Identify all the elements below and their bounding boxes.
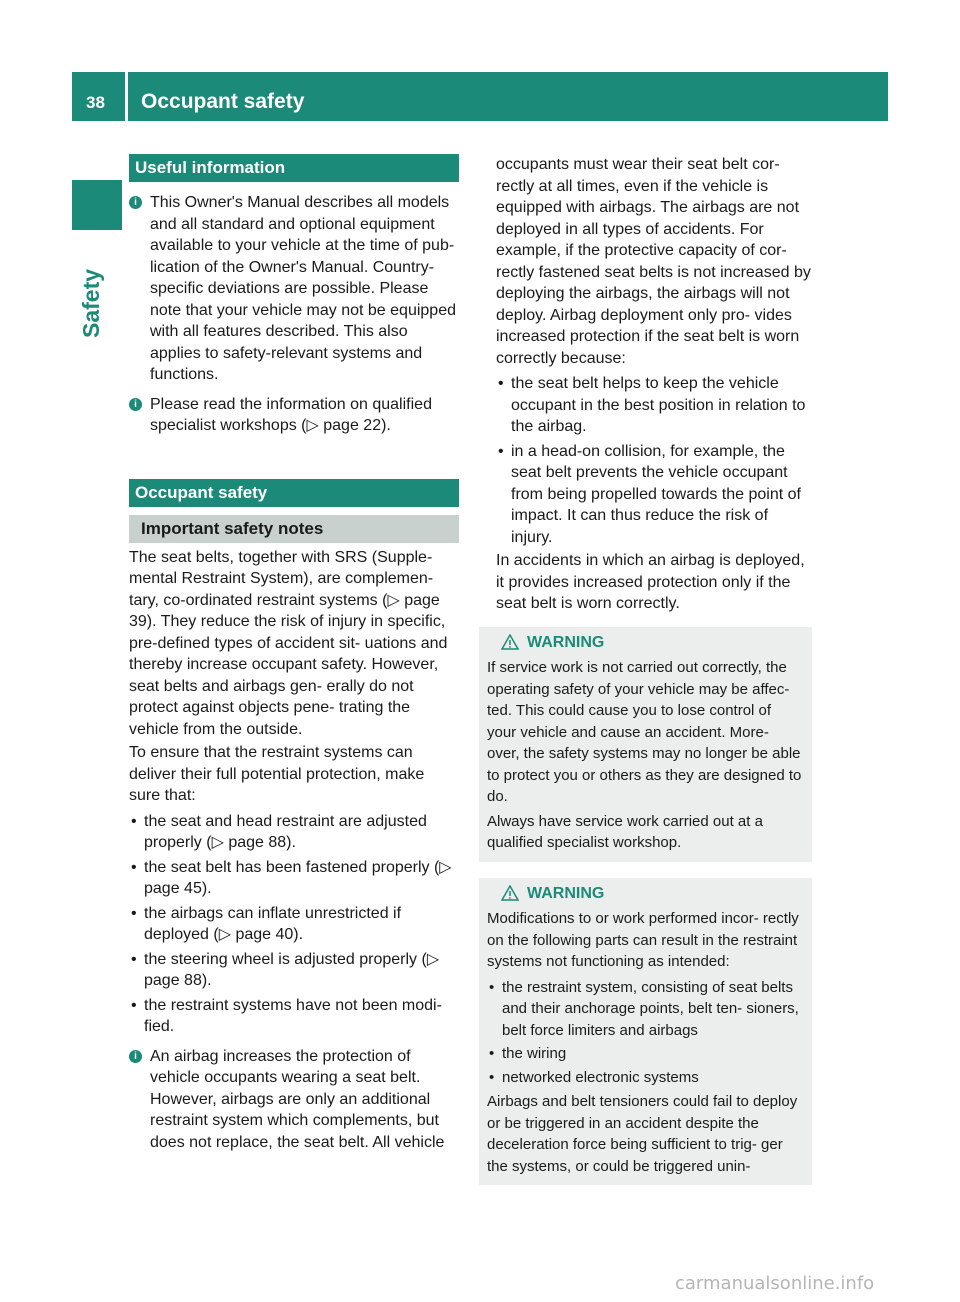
airbag-continuation-paragraph: occupants must wear their seat belt cor- rectly at all times, even if the vehicle is equipped with airbags. The airbags are not deployed in all types of accidents. For example, if the protective capacity of cor- rectly fastened seat belts is not increased by deploying the airbags, the airbags will not deploy. Airbag deployment only pro- vides increased protection if the seat belt is worn correctly because: (496, 156, 811, 367)
list-item: • in a head-on collision, for example, the seat belt prevents the vehicle occupant from being propelled towards the point of impact. It can thus reduce the risk of injury. (496, 441, 812, 549)
info-icon: i (129, 398, 142, 411)
watermark: carmanualsonline.info (675, 1273, 875, 1294)
important-safety-notes-heading: Important safety notes (129, 515, 459, 543)
page-number: 38 (86, 93, 105, 112)
warning-label: WARNING (527, 633, 605, 651)
warning-parts-list (487, 977, 804, 1089)
list-item: • the seat belt helps to keep the vehicle occupant in the best position in relation to the airbag. (496, 373, 812, 438)
side-tab-label: Safety (78, 268, 104, 338)
warning-triangle-icon (501, 634, 519, 650)
ensure-intro-paragraph: To ensure that the restraint systems can deliver their full potential protection, make sure that: (129, 744, 425, 804)
warning-box-modifications (479, 878, 812, 1186)
warning-text: Modifications to or work performed incor- rectly on the following parts can result in the restraint systems not functioning as intended: (487, 910, 799, 970)
list-item: • the airbags can inflate unrestricted if deployed (▷ page 40). (129, 903, 459, 946)
warning-triangle-icon (501, 885, 519, 901)
list-item: • networked electronic systems (487, 1067, 804, 1089)
airbag-info-note (129, 1046, 459, 1154)
side-tab-marker (72, 180, 122, 230)
airbag-note-text: An airbag increases the protection of vehicle occupants wearing a seat belt. However, airbags are only an additional restraint system which complements, but does not replace, the seat belt. All vehicle (150, 1047, 445, 1151)
section-title: Occupant safety (141, 90, 305, 113)
right-column (479, 154, 812, 1185)
left-column (129, 154, 459, 1153)
info-icon: i (129, 196, 142, 209)
warning-after-text: Airbags and belt tensioners could fail to deploy or be triggered in an accident despite the deceleration force being sufficient to trig- ger the systems, or could be triggered unin- (487, 1093, 798, 1175)
header-divider (125, 72, 128, 121)
info-icon: i (129, 1050, 142, 1063)
warning-advice: Always have service work carried out at a qualified specialist workshop. (487, 812, 763, 851)
info-note-text: Please read the information on qualified specialist workshops (▷ page 22). (150, 395, 432, 434)
because-list (479, 373, 812, 548)
info-note (129, 192, 459, 386)
warning-title (487, 883, 804, 905)
airbag-end-paragraph: In accidents in which an airbag is deployed, it provides increased protection only if the seat belt is worn correctly. (496, 552, 805, 612)
warning-box-service (479, 627, 812, 862)
list-item: • the restraint systems have not been modi- fied. (129, 995, 459, 1038)
useful-information-heading: Useful information (129, 154, 459, 182)
list-item: • the seat belt has been fastened properly (▷ page 45). (129, 857, 459, 900)
warning-label: WARNING (527, 884, 605, 902)
warning-text: If service work is not carried out correctly, the operating safety of your vehicle may be affec- ted. This could cause you to lose control of your vehicle and cause an accident. More- over, the safety systems may no longer be able to protect you or others as they are designed to do. (487, 659, 802, 805)
info-note-text: This Owner's Manual describes all models and all standard and optional equipment available to your vehicle at the time of pub- lication of the Owner's Manual. Country- specific deviations are possible. Please note that your vehicle may not be equipped with all features described. This also applies to safety-relevant systems and functions. (150, 194, 456, 383)
occupant-safety-heading: Occupant safety (129, 479, 459, 507)
list-item: • the wiring (487, 1043, 804, 1065)
list-item: • the restraint system, consisting of seat belts and their anchorage points, belt ten- sioners, belt force limiters and airbags (487, 977, 804, 1042)
ensure-list (129, 811, 459, 1038)
list-item: • the seat and head restraint are adjusted properly (▷ page 88). (129, 811, 459, 854)
list-item: • the steering wheel is adjusted properly (▷ page 88). (129, 949, 459, 992)
safety-intro-paragraph: The seat belts, together with SRS (Supple- mental Restraint System), are complemen- tary, co-ordinated restraint systems (▷ page 39). They reduce the risk of injury in specific, pre-defined types of accident sit- uations and thereby increase occupant safety. However, seat belts and airbags gen- erally do not protect against objects pene- trating the vehicle from the outside. (129, 548, 448, 738)
info-note (129, 394, 459, 437)
warning-title (487, 632, 804, 654)
